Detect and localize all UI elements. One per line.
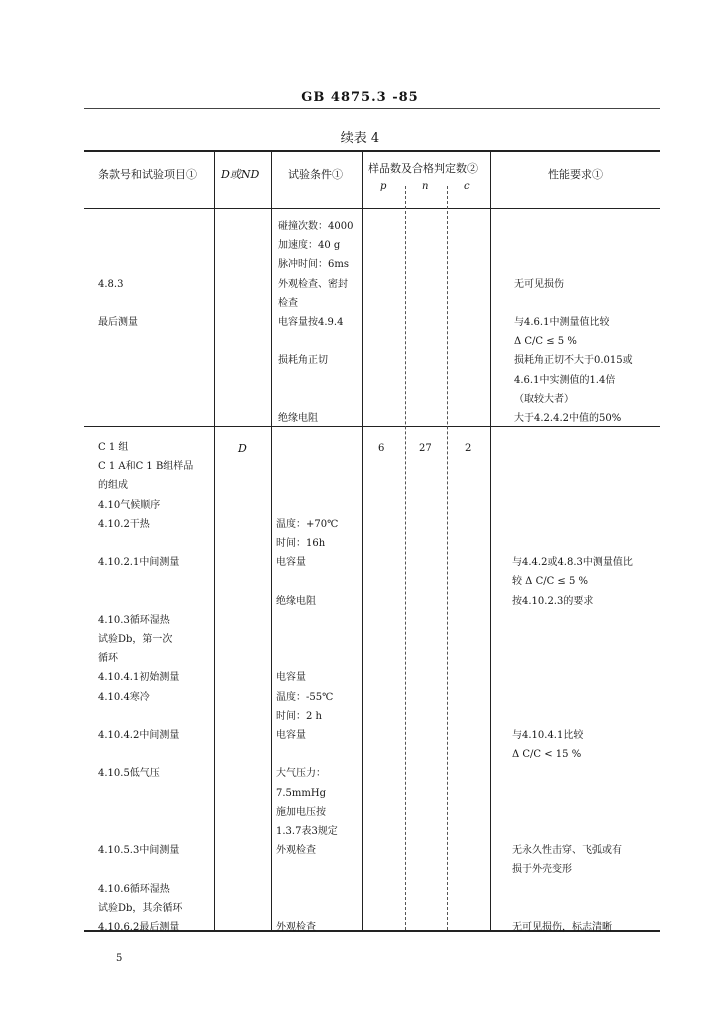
group2-sample-c: 2 — [465, 443, 472, 454]
table-cell-line: 4.10.4寒冷 — [98, 691, 150, 703]
table-cell-line: 4.10.4.2中间测量 — [98, 730, 180, 741]
table-cell-line: 试验Db，其余循环 — [98, 902, 183, 914]
table-cell-line: 电容量按4.9.4 — [278, 317, 344, 328]
table-cell-line: 与4.6.1中测量值比较 — [514, 317, 610, 328]
column-divider — [490, 151, 491, 930]
table-cell-line: 4.10.3循环湿热 — [98, 614, 170, 626]
table-cell-line: 4.10.5.3中间测量 — [98, 845, 180, 857]
col-header-conditions: 试验条件① — [288, 168, 343, 181]
table-cell-line: 按4.10.2.3的要求 — [512, 595, 594, 607]
table-cell-line: 时间：2 h — [276, 710, 322, 722]
table-cell-line: 温度：-55℃ — [276, 691, 334, 703]
group2-sample-n: 27 — [419, 443, 432, 454]
col-header-n: n — [422, 181, 429, 192]
subcolumn-divider — [447, 186, 448, 930]
table-cell-line: 外观检查 — [276, 845, 316, 857]
group2-d-nd: D — [238, 442, 247, 455]
table-cell-line: 较 Δ C/C ≤ 5 % — [512, 576, 589, 588]
table-cell-line: 大气压力： — [276, 768, 326, 780]
table-cell-line: 检查 — [278, 297, 298, 309]
table-cell-line: 电容量 — [276, 672, 306, 684]
table-cell-line: 循环 — [98, 653, 118, 665]
col-header-c: c — [464, 181, 470, 192]
table-cell-line: 外观检查、密封 — [278, 278, 348, 290]
table-cell-line: 加速度：40 g — [278, 240, 341, 252]
table-cell-line: 温度：+70℃ — [276, 518, 339, 530]
table-cell-line: 脉冲时间：6ms — [278, 259, 349, 271]
table-cell-line: 4.10.4.1初始测量 — [98, 672, 180, 684]
col-header-samples: 样品数及合格判定数② — [368, 162, 478, 175]
table-cell-line: 最后测量 — [98, 317, 138, 328]
table-cell-line: 4.6.1中实测值的1.4倍 — [514, 374, 616, 386]
table-cell-line: 4.10.5低气压 — [98, 768, 160, 780]
table-cell-line: 4.10.6循环湿热 — [98, 883, 170, 895]
table-cell-line: （取较大者） — [514, 393, 574, 405]
table-cell-line: 电容量 — [276, 730, 306, 741]
table-cell-line: 与4.4.2或4.8.3中测量值比 — [512, 557, 633, 569]
table-cell-line: 4.10.6.2最后测量 — [98, 922, 180, 933]
table-cell-line: 无永久性击穿、飞弧或有 — [512, 845, 622, 857]
table-cell-line: 4.10.2干热 — [98, 518, 150, 530]
table-cell-line: 无可见损伤 — [514, 278, 564, 290]
table-cell-line: 大于4.2.4.2中值的50% — [514, 413, 622, 424]
table-cell-line: Δ C/C < 15 % — [512, 749, 582, 761]
table-cell-line: C 1 A和C 1 B组样品 — [98, 461, 194, 473]
table-cell-line: 与4.10.4.1比较 — [512, 730, 584, 741]
standard-code-header: GB 4875.3 -85 — [301, 90, 419, 105]
table-cell-line: 损耗角正切不大于0.015或 — [514, 355, 633, 367]
table-top-rule — [84, 150, 660, 152]
table-cell-line: 电容量 — [276, 557, 306, 569]
table-cell-line: Δ C/C ≤ 5 % — [514, 336, 577, 348]
table-cell-line: 的组成 — [98, 480, 128, 492]
header-bottom-rule — [84, 208, 660, 209]
column-divider — [214, 151, 215, 930]
table-cell-line: 绝缘电阻 — [278, 413, 318, 424]
col-header-performance: 性能要求① — [548, 168, 603, 181]
table-cell-line: 试验Db，第一次 — [98, 634, 173, 645]
table-cell-line: 4.10气候顺序 — [98, 499, 161, 511]
group-separator-rule — [84, 426, 660, 427]
table-cell-line: 无可见损伤，标志清晰 — [512, 922, 612, 933]
table-cell-line: 碰撞次数：4000 — [278, 221, 354, 232]
table-cell-line: C 1 组 — [98, 442, 129, 453]
col-header-clause: 条款号和试验项目① — [98, 168, 197, 181]
table-cell-line: 损耗角正切 — [278, 355, 328, 367]
table-cell-line: 1.3.7表3规定 — [276, 826, 338, 837]
col-header-p: p — [380, 181, 387, 192]
page-number: 5 — [116, 953, 123, 964]
subcolumn-divider — [405, 186, 406, 930]
column-divider — [271, 151, 272, 930]
table-cell-line: 7.5mmHg — [276, 787, 326, 799]
table-cell-line: 损于外壳变形 — [512, 864, 572, 876]
group2-sample-p: 6 — [378, 443, 385, 454]
table-cell-line: 外观检查 — [276, 922, 316, 933]
table-cell-line: 绝缘电阻 — [276, 595, 316, 607]
column-divider — [362, 151, 363, 930]
col-header-d-nd: D或ND — [221, 168, 260, 181]
table-cell-line: 4.8.3 — [98, 278, 124, 290]
table-cell-line: 施加电压按 — [276, 806, 326, 818]
table-caption: 续表 4 — [340, 131, 380, 146]
table-cell-line: 时间：16h — [276, 538, 326, 549]
table-cell-line: 4.10.2.1中间测量 — [98, 557, 180, 569]
